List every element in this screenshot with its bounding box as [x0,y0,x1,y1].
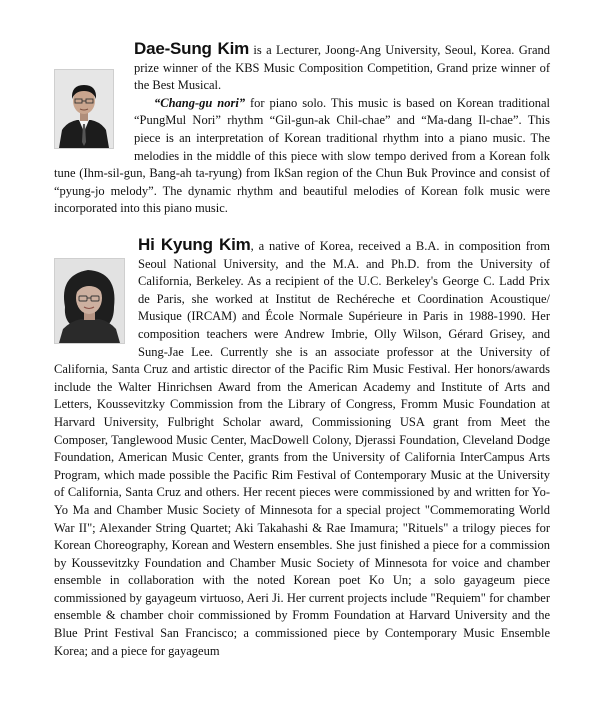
bio-intro: is a Lecturer, Joong-Ang University, Seoul, Korea. Grand prize winner of the KBS Music Composition Competition, Grand prize winner of the Best Musical. [134,43,550,93]
bio-text: , a native of Korea, received a B.A. in composition from Seoul National University, and the M.A. and Ph.D. from the University of California, Berkeley. As a recipient of the U.C. Berkeley's George C. Ladd Prix de Paris, she worked at Institut de Rechéreche et Coordination Acoustique/ Musique (IRCAM) and École Normale Supérieure in Paris in 1988-1990. Her composition teachers were Andrew Imbrie, Olly Wilson, Gérard Grisey, and Sung-Jae Lee. Currently she is an associate professor at the University of California, Santa Cruz and artistic director of the Pacific Rim Music Festival. Her honors/awards include the Walter Hinrichsen Award from the American Academy and Institute of Arts and Letters, Koussevitzky Commission from the Library of Congress, Fromm Music Foundation at Harvard University, Fulbright Scholar award, Commissioning USA grant from Meet the Composer, Tanglewood Music Center, MacDowell Colony, Djerassi Foundation, Cleveland Dodge Foundation, American Music Center, grants from the University of California InterCampus Arts Program, which made possible the Pacific Rim Festival of Contemporary Music at the University of California, Santa Cruz and others. Her recent pieces were commissioned by and written for Yo-Yo Ma and Chamber Music Society of Minnesota for a special project "Commemorating World War II"; Alexander String Quartet; Aki Takahashi & Rae Imamura; "Rituels" a trilogy pieces for Korean Choreography, Korean and Western ensembles. She just finished a piece for a commission by Koussevitzky Foundation and Chamber Music Society of Minnesota for voice and chamber ensemble in collaboration with the noted Korean poet Ko Un; a solo gayageum piece commissioned by gayageum virtuoso, Aeri Ji. Her current projects include "Requiem" for chamber ensemble & chamber choir commissioned by Fromm Foundation at Harvard University and the Blue Print Festival San Francisco; a commissioned piece by Contemporary Music Ensemble Korea; and a piece for gayageum [54,239,550,658]
portrait-photo [54,258,125,344]
portrait-woman-image [55,259,124,343]
work-description: for piano solo. This music is based on Korean traditional “PungMul Nori” rhythm “Gil-gun-ak Chil-chae” and “Ma-dang Il-chae”. This piece is an interpretation of Korean traditional rhythm into a piano music. The melodies in the middle of this piece with slow tempo derived from a Korean folk tune (Ihm-sil-gun, Bang-ah ta-ryung) from IkSan region of the Chun Buk Province and consist of “pyung-jo melody”. The dynamic rhythm and beautiful melodies of Korean folk music were incorporated into this piano music. [54,95,550,216]
bio-dae-sung-kim [54,40,550,218]
bio-hi-kyung-kim [54,236,550,660]
composer-name: Hi Kyung Kim [138,235,251,254]
portrait-photo [54,69,114,149]
composer-name: Dae-Sung Kim [134,39,250,58]
portrait-man-image [55,70,113,148]
work-title: “Chang-gu nori” [154,95,246,110]
